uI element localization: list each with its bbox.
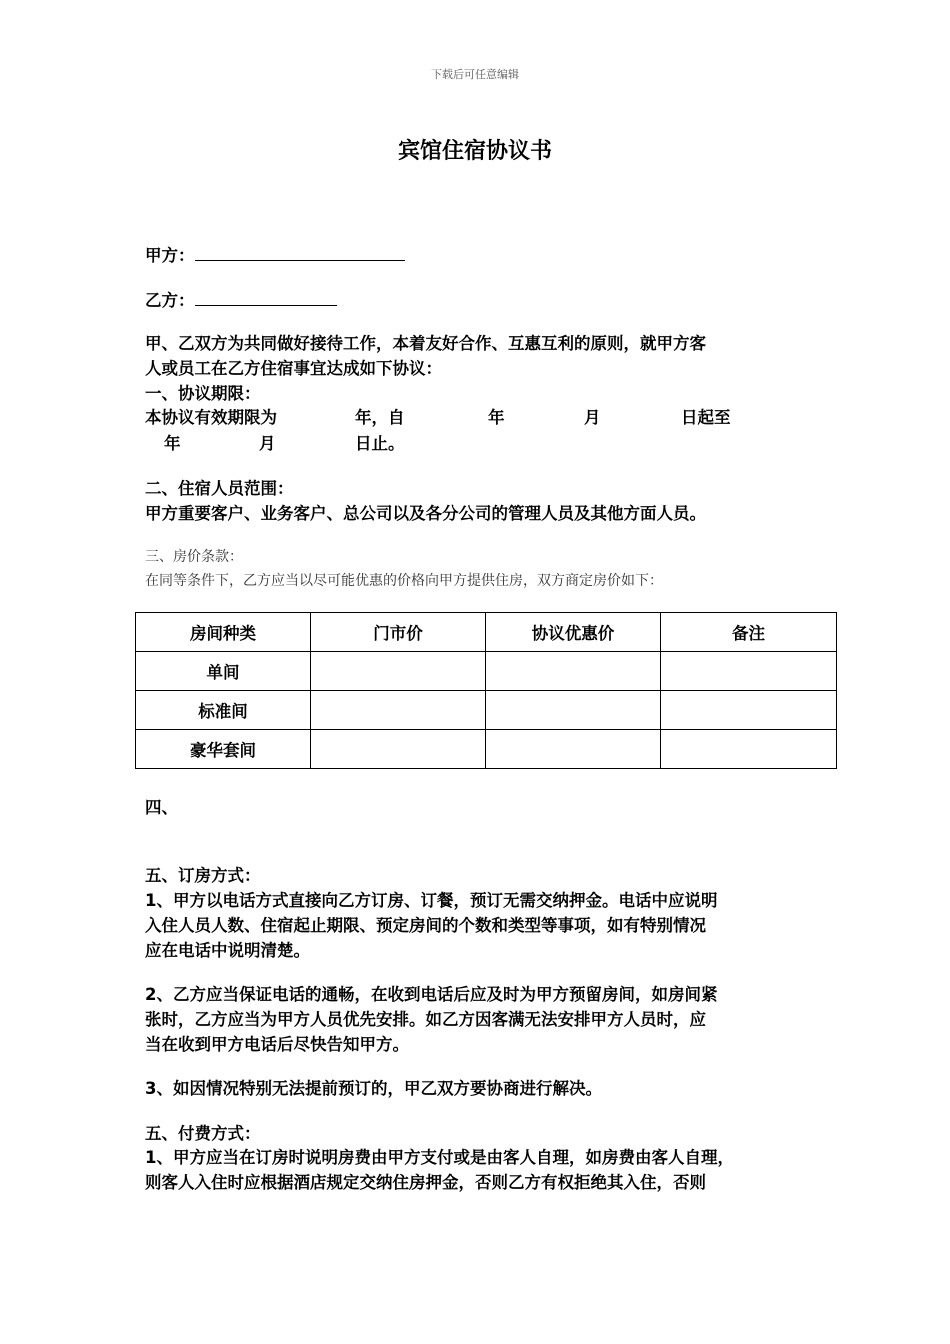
booking-para-1-line-3: 应在电话中说明清楚。 bbox=[145, 941, 310, 960]
party-a-line bbox=[145, 244, 405, 268]
room-type-cell: 单间 bbox=[136, 652, 311, 691]
room-type-cell: 标准间 bbox=[136, 691, 311, 730]
section-3-body: 在同等条件下，乙方应当以尽可能优惠的价格向甲方提供住房，双方商定房价如下： bbox=[145, 573, 663, 589]
term-text-b: 年，自 bbox=[355, 408, 405, 427]
payment-para-1-line-1: 1、甲方应当在订房时说明房费由甲方支付或是由客人自理，如房费由客人自理， bbox=[145, 1148, 734, 1167]
table-row bbox=[136, 652, 837, 691]
term-text-h: 日止。 bbox=[355, 434, 405, 453]
term-text-g: 月 bbox=[259, 434, 276, 453]
intro-line-1: 甲、乙双方为共同做好接待工作，本着友好合作、互惠互利的原则，就甲方客 bbox=[145, 334, 706, 353]
agreed-price-cell bbox=[486, 652, 661, 691]
booking-para-3: 3、如因情况特别无法提前预订的，甲乙双方要协商进行解决。 bbox=[145, 1079, 602, 1098]
party-b-label: 乙方： bbox=[145, 291, 195, 310]
party-a-blank bbox=[195, 244, 405, 261]
section-2-body: 甲方重要客户、业务客户、总公司以及各分公司的管理人员及其他方面人员。 bbox=[145, 504, 706, 523]
term-text-c: 年 bbox=[488, 408, 505, 427]
booking-para-2-line-1: 2、乙方应当保证电话的通畅，在收到电话后应及时为甲方预留房间，如房间紧 bbox=[145, 985, 718, 1004]
party-a-label: 甲方： bbox=[145, 246, 195, 265]
table-header-cell: 备注 bbox=[661, 613, 837, 652]
agreed-price-cell bbox=[486, 691, 661, 730]
header-note: 下载后可任意编辑 bbox=[431, 68, 519, 81]
table-row bbox=[136, 691, 837, 730]
room-type-cell: 豪华套间 bbox=[136, 730, 311, 769]
party-b-blank bbox=[195, 289, 337, 306]
booking-para-2-line-2: 张时，乙方应当为甲方人员优先安排。如乙方因客满无法安排甲方人员时，应 bbox=[145, 1010, 706, 1029]
term-text-d: 月 bbox=[584, 408, 601, 427]
remark-cell bbox=[661, 730, 837, 769]
rack-price-cell bbox=[311, 730, 486, 769]
section-6-heading: 五、付费方式： bbox=[145, 1124, 261, 1143]
section-3-heading: 三、房价条款： bbox=[145, 549, 243, 565]
term-text-f: 年 bbox=[164, 434, 181, 453]
document-title: 宾馆住宿协议书 bbox=[397, 139, 552, 164]
term-text-e: 日起至 bbox=[681, 408, 731, 427]
section-2-heading: 二、住宿人员范围： bbox=[145, 479, 294, 498]
section-4-heading: 四、 bbox=[145, 798, 178, 817]
payment-para-1-line-2: 则客人入住时应根据酒店规定交纳住房押金，否则乙方有权拒绝其入住，否则 bbox=[145, 1173, 706, 1192]
remark-cell bbox=[661, 652, 837, 691]
table-header-cell: 房间种类 bbox=[136, 613, 311, 652]
booking-para-2-line-3: 当在收到甲方电话后尽快告知甲方。 bbox=[145, 1035, 409, 1054]
agreed-price-cell bbox=[486, 730, 661, 769]
section-1-heading: 一、协议期限： bbox=[145, 384, 261, 403]
booking-para-1-line-1: 1、甲方以电话方式直接向乙方订房、订餐，预订无需交纳押金。电话中应说明 bbox=[145, 891, 718, 910]
table-header-cell: 门市价 bbox=[311, 613, 486, 652]
intro-line-2: 人或员工在乙方住宿事宜达成如下协议： bbox=[145, 359, 442, 378]
remark-cell bbox=[661, 691, 837, 730]
booking-para-1-line-2: 入住人员人数、住宿起止期限、预定房间的个数和类型等事项，如有特别情况 bbox=[145, 916, 706, 935]
section-5-heading: 五、订房方式： bbox=[145, 866, 261, 885]
table-header-cell: 协议优惠价 bbox=[486, 613, 661, 652]
party-b-line bbox=[145, 289, 337, 313]
table-header-row bbox=[136, 613, 837, 652]
rack-price-cell bbox=[311, 652, 486, 691]
room-price-table bbox=[135, 612, 837, 769]
table-row bbox=[136, 730, 837, 769]
term-text-a: 本协议有效期限为 bbox=[145, 408, 277, 427]
rack-price-cell bbox=[311, 691, 486, 730]
